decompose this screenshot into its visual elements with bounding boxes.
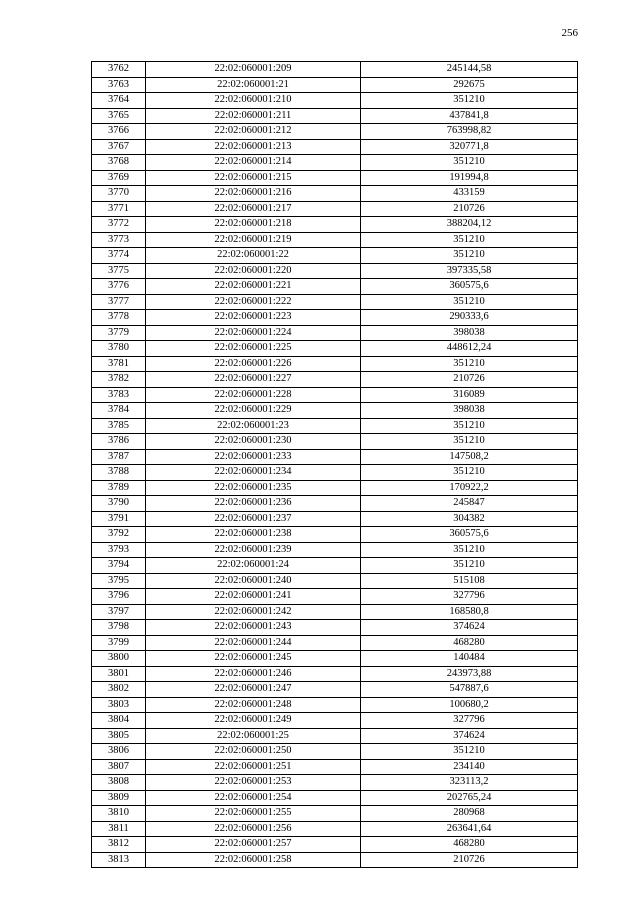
value-cell: 448612,24 [361,341,578,357]
value-cell: 437841,8 [361,108,578,124]
value-cell: 280968 [361,806,578,822]
value-cell: 351210 [361,434,578,450]
table-row [92,356,578,372]
value-cell: 515108 [361,573,578,589]
table-row [92,155,578,171]
row-number-cell: 3801 [92,666,146,682]
value-cell: 327796 [361,713,578,729]
value-cell: 351210 [361,558,578,574]
cadastral-number-cell: 22:02:060001:254 [146,790,361,806]
table-row [92,480,578,496]
cadastral-number-cell: 22:02:060001:246 [146,666,361,682]
value-cell: 323113,2 [361,775,578,791]
table-row [92,697,578,713]
row-number-cell: 3769 [92,170,146,186]
value-cell: 210726 [361,852,578,868]
table-row [92,635,578,651]
value-cell: 547887,6 [361,682,578,698]
cadastral-number-cell: 22:02:060001:23 [146,418,361,434]
row-number-cell: 3808 [92,775,146,791]
cadastral-number-cell: 22:02:060001:215 [146,170,361,186]
table-row [92,62,578,78]
row-number-cell: 3768 [92,155,146,171]
row-number-cell: 3763 [92,77,146,93]
value-cell: 100680,2 [361,697,578,713]
cadastral-number-cell: 22:02:060001:236 [146,496,361,512]
row-number-cell: 3791 [92,511,146,527]
cadastral-number-cell: 22:02:060001:21 [146,77,361,93]
cadastral-number-cell: 22:02:060001:244 [146,635,361,651]
cadastral-number-cell: 22:02:060001:24 [146,558,361,574]
value-cell: 147508,2 [361,449,578,465]
cadastral-number-cell: 22:02:060001:248 [146,697,361,713]
table-row [92,279,578,295]
cadastral-number-cell: 22:02:060001:226 [146,356,361,372]
row-number-cell: 3805 [92,728,146,744]
table-row [92,728,578,744]
table-row [92,604,578,620]
value-cell: 351210 [361,465,578,481]
row-number-cell: 3770 [92,186,146,202]
cadastral-number-cell: 22:02:060001:240 [146,573,361,589]
table-row [92,465,578,481]
table-row [92,759,578,775]
row-number-cell: 3803 [92,697,146,713]
value-cell: 316089 [361,387,578,403]
row-number-cell: 3780 [92,341,146,357]
table-row [92,852,578,868]
cadastral-number-cell: 22:02:060001:229 [146,403,361,419]
row-number-cell: 3813 [92,852,146,868]
table-row [92,325,578,341]
value-cell: 202765,24 [361,790,578,806]
cadastral-number-cell: 22:02:060001:242 [146,604,361,620]
cadastral-number-cell: 22:02:060001:230 [146,434,361,450]
row-number-cell: 3799 [92,635,146,651]
table-row [92,217,578,233]
table-row [92,341,578,357]
value-cell: 168580,8 [361,604,578,620]
cadastral-number-cell: 22:02:060001:212 [146,124,361,140]
table-row [92,790,578,806]
row-number-cell: 3786 [92,434,146,450]
cadastral-number-cell: 22:02:060001:25 [146,728,361,744]
row-number-cell: 3789 [92,480,146,496]
row-number-cell: 3773 [92,232,146,248]
table-row [92,821,578,837]
value-cell: 170922,2 [361,480,578,496]
table-row [92,403,578,419]
table-row [92,77,578,93]
row-number-cell: 3790 [92,496,146,512]
table-row [92,449,578,465]
cadastral-number-cell: 22:02:060001:222 [146,294,361,310]
table-row [92,201,578,217]
table-row [92,93,578,109]
row-number-cell: 3781 [92,356,146,372]
row-number-cell: 3794 [92,558,146,574]
cadastral-number-cell: 22:02:060001:224 [146,325,361,341]
cadastral-number-cell: 22:02:060001:225 [146,341,361,357]
cadastral-number-cell: 22:02:060001:227 [146,372,361,388]
row-number-cell: 3782 [92,372,146,388]
cadastral-number-cell: 22:02:060001:237 [146,511,361,527]
value-cell: 243973,88 [361,666,578,682]
cadastral-number-cell: 22:02:060001:249 [146,713,361,729]
table-row [92,527,578,543]
value-cell: 210726 [361,372,578,388]
cadastral-number-cell: 22:02:060001:221 [146,279,361,295]
row-number-cell: 3811 [92,821,146,837]
cadastral-number-cell: 22:02:060001:213 [146,139,361,155]
row-number-cell: 3767 [92,139,146,155]
table-row [92,651,578,667]
table-row [92,372,578,388]
value-cell: 360575,6 [361,279,578,295]
value-cell: 245847 [361,496,578,512]
row-number-cell: 3772 [92,217,146,233]
row-number-cell: 3798 [92,620,146,636]
table-row [92,666,578,682]
cadastral-number-cell: 22:02:060001:234 [146,465,361,481]
value-cell: 351210 [361,294,578,310]
row-number-cell: 3775 [92,263,146,279]
row-number-cell: 3792 [92,527,146,543]
value-cell: 234140 [361,759,578,775]
cadastral-number-cell: 22:02:060001:256 [146,821,361,837]
cadastral-number-cell: 22:02:060001:238 [146,527,361,543]
row-number-cell: 3766 [92,124,146,140]
row-number-cell: 3797 [92,604,146,620]
value-cell: 351210 [361,542,578,558]
table-row [92,248,578,264]
cadastral-number-cell: 22:02:060001:211 [146,108,361,124]
row-number-cell: 3796 [92,589,146,605]
table-row [92,558,578,574]
value-cell: 245144,58 [361,62,578,78]
value-cell: 351210 [361,744,578,760]
cadastral-number-cell: 22:02:060001:214 [146,155,361,171]
value-cell: 351210 [361,248,578,264]
table-row [92,139,578,155]
row-number-cell: 3804 [92,713,146,729]
table-row [92,511,578,527]
cadastral-number-cell: 22:02:060001:239 [146,542,361,558]
page-number: 256 [561,27,578,39]
value-cell: 351210 [361,93,578,109]
value-cell: 210726 [361,201,578,217]
value-cell: 397335,58 [361,263,578,279]
cadastral-number-cell: 22:02:060001:209 [146,62,361,78]
cadastral-number-cell: 22:02:060001:223 [146,310,361,326]
table-row [92,434,578,450]
table-row [92,170,578,186]
cadastral-number-cell: 22:02:060001:210 [146,93,361,109]
cadastral-number-cell: 22:02:060001:22 [146,248,361,264]
table-row [92,620,578,636]
table-row [92,310,578,326]
value-cell: 433159 [361,186,578,202]
row-number-cell: 3788 [92,465,146,481]
value-cell: 304382 [361,511,578,527]
cadastral-number-cell: 22:02:060001:217 [146,201,361,217]
value-cell: 398038 [361,325,578,341]
cadastral-value-table [91,61,578,868]
row-number-cell: 3812 [92,837,146,853]
cadastral-number-cell: 22:02:060001:247 [146,682,361,698]
row-number-cell: 3795 [92,573,146,589]
table-row [92,232,578,248]
value-cell: 292675 [361,77,578,93]
value-cell: 290333,6 [361,310,578,326]
row-number-cell: 3776 [92,279,146,295]
cadastral-number-cell: 22:02:060001:258 [146,852,361,868]
row-number-cell: 3764 [92,93,146,109]
row-number-cell: 3809 [92,790,146,806]
table-row [92,806,578,822]
table-row [92,682,578,698]
cadastral-number-cell: 22:02:060001:245 [146,651,361,667]
value-cell: 320771,8 [361,139,578,155]
value-cell: 763998,82 [361,124,578,140]
cadastral-number-cell: 22:02:060001:233 [146,449,361,465]
value-cell: 351210 [361,232,578,248]
table-row [92,542,578,558]
cadastral-number-cell: 22:02:060001:218 [146,217,361,233]
value-cell: 374624 [361,620,578,636]
value-cell: 468280 [361,635,578,651]
row-number-cell: 3778 [92,310,146,326]
cadastral-number-cell: 22:02:060001:228 [146,387,361,403]
table-row [92,573,578,589]
cadastral-number-cell: 22:02:060001:257 [146,837,361,853]
table-row [92,496,578,512]
table-row [92,418,578,434]
row-number-cell: 3802 [92,682,146,698]
row-number-cell: 3779 [92,325,146,341]
value-cell: 374624 [361,728,578,744]
row-number-cell: 3774 [92,248,146,264]
row-number-cell: 3800 [92,651,146,667]
row-number-cell: 3793 [92,542,146,558]
table-row [92,775,578,791]
cadastral-number-cell: 22:02:060001:253 [146,775,361,791]
value-cell: 360575,6 [361,527,578,543]
row-number-cell: 3777 [92,294,146,310]
row-number-cell: 3807 [92,759,146,775]
cadastral-number-cell: 22:02:060001:220 [146,263,361,279]
table-row [92,837,578,853]
table-row [92,713,578,729]
value-cell: 468280 [361,837,578,853]
value-cell: 327796 [361,589,578,605]
cadastral-number-cell: 22:02:060001:235 [146,480,361,496]
table-row [92,294,578,310]
table-row [92,108,578,124]
cadastral-number-cell: 22:02:060001:250 [146,744,361,760]
table-row [92,387,578,403]
value-cell: 388204,12 [361,217,578,233]
value-cell: 140484 [361,651,578,667]
row-number-cell: 3783 [92,387,146,403]
table-row [92,744,578,760]
row-number-cell: 3771 [92,201,146,217]
row-number-cell: 3762 [92,62,146,78]
table-row [92,263,578,279]
row-number-cell: 3785 [92,418,146,434]
row-number-cell: 3810 [92,806,146,822]
row-number-cell: 3765 [92,108,146,124]
value-cell: 398038 [361,403,578,419]
value-cell: 263641,64 [361,821,578,837]
table-row [92,589,578,605]
cadastral-number-cell: 22:02:060001:255 [146,806,361,822]
value-cell: 191994,8 [361,170,578,186]
row-number-cell: 3784 [92,403,146,419]
value-cell: 351210 [361,418,578,434]
value-cell: 351210 [361,356,578,372]
cadastral-number-cell: 22:02:060001:241 [146,589,361,605]
table-row [92,186,578,202]
table-body [92,62,578,868]
table-row [92,124,578,140]
row-number-cell: 3806 [92,744,146,760]
cadastral-number-cell: 22:02:060001:251 [146,759,361,775]
cadastral-number-cell: 22:02:060001:219 [146,232,361,248]
row-number-cell: 3787 [92,449,146,465]
value-cell: 351210 [361,155,578,171]
cadastral-number-cell: 22:02:060001:243 [146,620,361,636]
cadastral-number-cell: 22:02:060001:216 [146,186,361,202]
